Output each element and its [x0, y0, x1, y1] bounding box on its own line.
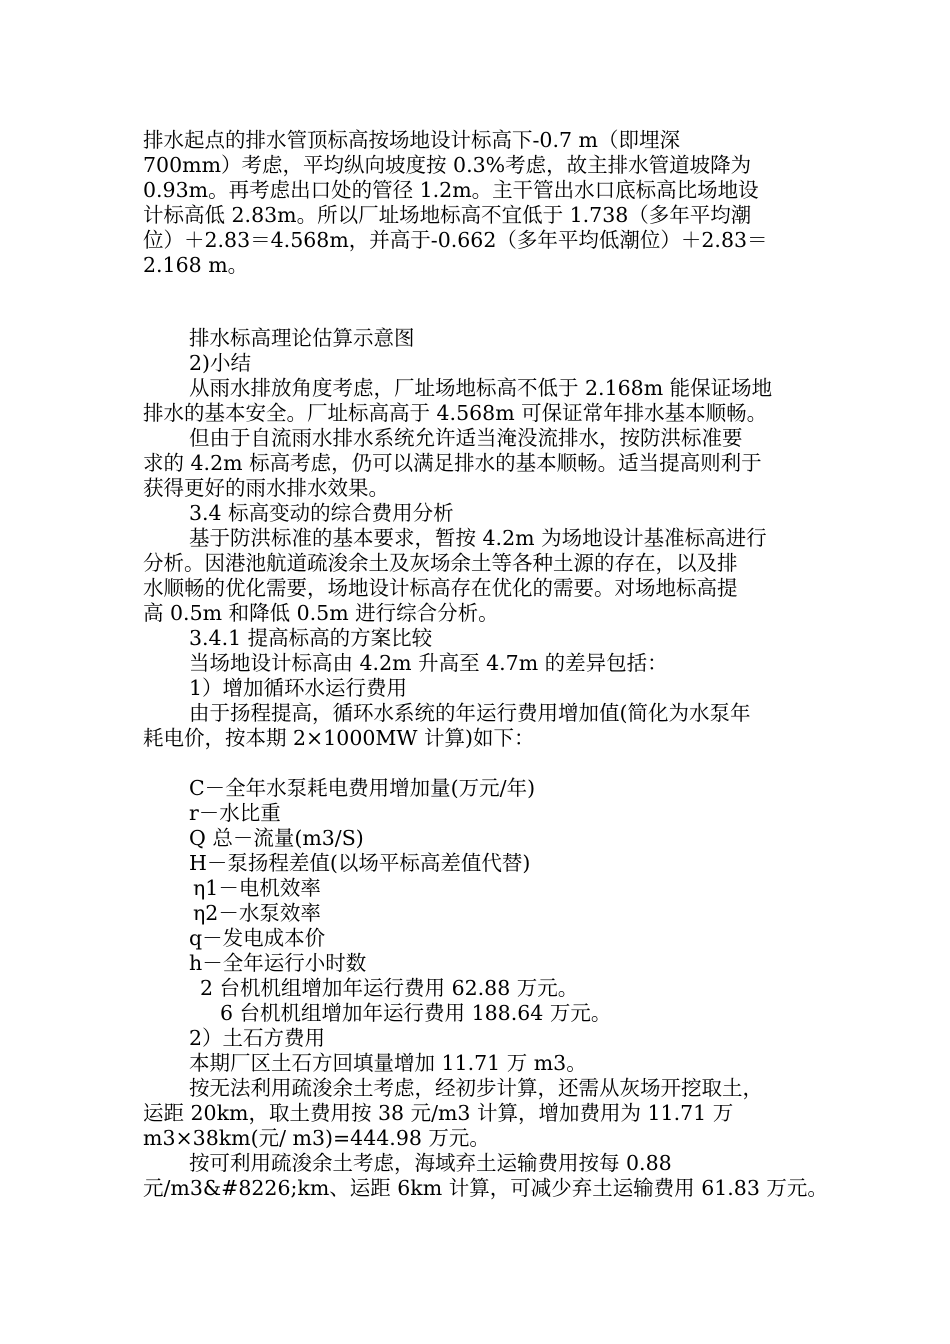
item1-line-2: 耗电价，按本期 2×1000MW 计算)如下：	[143, 726, 535, 750]
item2-heading: 2）土石方费用	[189, 1026, 326, 1050]
item2-line-1: 本期厂区土石方回填量增加 11.71 万 m3。	[189, 1051, 587, 1075]
section-heading: 3.4 标高变动的综合费用分析	[189, 501, 454, 525]
subsection-heading: 3.4.1 提高标高的方案比较	[189, 626, 433, 650]
summary-line-2: 排水的基本安全。厂址标高高于 4.568m 可保证常年排水基本顺畅。	[143, 401, 768, 425]
summary-line-4: 求的 4.2m 标高考虑，仍可以满足排水的基本顺畅。适当提高则利于	[143, 451, 762, 475]
section-line-2: 分析。因港池航道疏浚余土及灰场余土等各种土源的存在，以及排	[143, 551, 738, 575]
definition-eta2: η2－水泵效率	[193, 901, 321, 925]
definition-eta1: η1－电机效率	[193, 876, 321, 900]
summary-line-1: 从雨水排放角度考虑，厂址场地标高不低于 2.168m 能保证场地	[189, 376, 773, 400]
definition-q-total: Q 总－流量(m3/S)	[189, 826, 364, 850]
item2-line-6: 元/m3&#8226;km、运距 6km 计算，可减少弃土运输费用 61.83 万元。	[143, 1176, 828, 1200]
item2-line-3: 运距 20km，取土费用按 38 元/m3 计算，增加费用为 11.71 万	[143, 1101, 734, 1125]
item1-line-1: 由于扬程提高，循环水系统的年运行费用增加值(简化为水泵年	[189, 701, 751, 725]
item1-heading: 1）增加循环水运行费用	[189, 676, 408, 700]
section-line-1: 基于防洪标准的基本要求，暂按 4.2m 为场地设计基准标高进行	[189, 526, 767, 550]
definition-h-hours: h－全年运行小时数	[189, 951, 367, 975]
definition-c: C－全年水泵耗电费用增加量(万元/年)	[189, 776, 536, 800]
intro-line-1: 排水起点的排水管顶标高按场地设计标高下-0.7 m（即埋深	[143, 128, 680, 152]
intro-line-4: 计标高低 2.83m。所以厂址场地标高不宜低于 1.738（多年平均潮	[143, 203, 752, 227]
intro-line-5: 位）＋2.83＝4.568m，并高于-0.662（多年平均低潮位）＋2.83＝	[143, 228, 768, 252]
subsection-intro: 当场地设计标高由 4.2m 升高至 4.7m 的差异包括：	[189, 651, 668, 675]
section-line-4: 高 0.5m 和降低 0.5m 进行综合分析。	[143, 601, 499, 625]
intro-line-6: 2.168 m。	[143, 253, 249, 277]
intro-line-3: 0.93m。再考虑出口处的管径 1.2m。主干管出水口底标高比场地设	[143, 178, 759, 202]
summary-line-5: 获得更好的雨水排水效果。	[143, 476, 389, 500]
figure-caption: 排水标高理论估算示意图	[189, 326, 415, 350]
definition-h-head: H－泵扬程差值(以场平标高差值代替)	[189, 851, 531, 875]
summary-line-3: 但由于自流雨水排水系统允许适当淹没流排水，按防洪标准要	[189, 426, 743, 450]
section-line-3: 水顺畅的优化需要，场地设计标高存在优化的需要。对场地标高提	[143, 576, 738, 600]
item2-line-4: m3×38km(元/ m3)=444.98 万元。	[143, 1126, 490, 1150]
cost-2-units: 2 台机机组增加年运行费用 62.88 万元。	[200, 976, 579, 1000]
definition-q-cost: q－发电成本价	[189, 926, 326, 950]
item2-line-2: 按无法利用疏浚余土考虑，经初步计算，还需从灰场开挖取土，	[189, 1076, 763, 1100]
item2-line-5: 按可利用疏浚余土考虑，海域弃土运输费用按每 0.88	[189, 1151, 672, 1175]
definition-r: r－水比重	[189, 801, 281, 825]
intro-line-2: 700mm）考虑，平均纵向坡度按 0.3%考虑，故主排水管道坡降为	[143, 153, 752, 177]
summary-heading: 2)小结	[189, 351, 252, 375]
cost-6-units: 6 台机机组增加年运行费用 188.64 万元。	[220, 1001, 612, 1025]
